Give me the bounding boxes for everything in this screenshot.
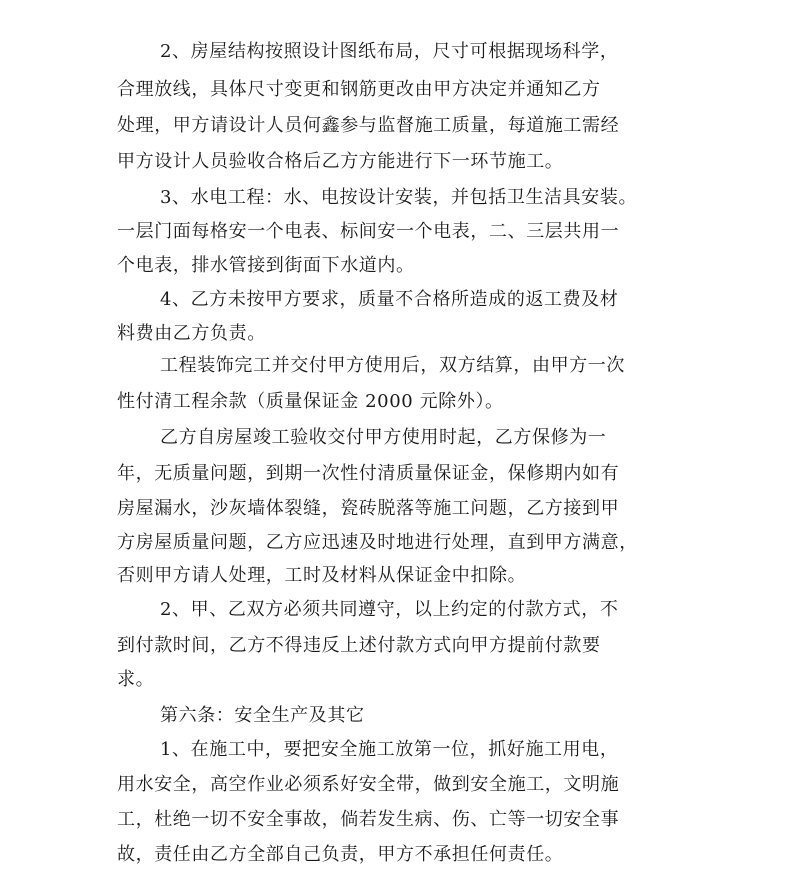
paragraph-line: 一层门面每格安一个电表、标间安一个电表，二、三层共用一 [117,221,620,242]
paragraph-line: 用水安全，高空作业必须系好安全带，做到安全施工，文明施 [117,774,620,795]
paragraph-line: 否则甲方请人处理，工时及材料从保证金中扣除。 [117,565,527,586]
paragraph-line: 年，无质量问题，到期一次性付清质量保证金，保修期内如有 [117,463,620,484]
section-heading: 第六条：安全生产及其它 [160,705,365,726]
paragraph-line: 处理，甲方请设计人员何鑫参与监督施工质量，每道施工需经 [117,115,620,136]
paragraph-line: 2、甲、乙双方必须共同遵守，以上约定的付款方式，不 [160,599,619,620]
paragraph-line: 4、乙方未按甲方要求，质量不合格所造成的返工费及材 [160,289,619,310]
paragraph-line: 求。 [117,669,155,690]
paragraph-line: 3、水电工程：水、电按设计安装，并包括卫生洁具安装。 [160,187,638,208]
paragraph-line: 到付款时间，乙方不得违反上述付款方式向甲方提前付款要 [117,635,601,656]
paragraph-line: 工程装饰完工并交付甲方使用后，双方结算，由甲方一次 [160,355,625,376]
paragraph-line: 甲方设计人员验收合格后乙方方能进行下一环节施工。 [117,151,564,172]
paragraph-line: 房屋漏水，沙灰墙体裂缝，瓷砖脱落等施工问题，乙方接到甲 [117,498,620,519]
paragraph-line: 2、房屋结构按照设计图纸布局，尺寸可根据现场科学， [160,41,619,62]
paragraph-line: 故，责任由乙方全部自己负责，甲方不承担任何责任。 [117,844,564,865]
paragraph-line: 料费由乙方负责。 [117,323,266,344]
paragraph-line: 性付清工程余款（质量保证金 2000 元除外）。 [117,391,504,412]
paragraph-line: 乙方自房屋竣工验收交付甲方使用时起，乙方保修为一 [160,427,607,448]
paragraph-line: 工，杜绝一切不安全事故，倘若发生病、伤、亡等一切安全事 [117,809,620,830]
paragraph-line: 1、在施工中，要把安全施工放第一位，抓好施工用电， [160,739,619,760]
paragraph-line: 方房屋质量问题，乙方应迅速及时地进行处理，直到甲方满意， [117,532,638,553]
paragraph-line: 合理放线，具体尺寸变更和钢筋更改由甲方决定并通知乙方 [117,79,601,100]
paragraph-line: 个电表，排水管接到街面下水道内。 [117,255,415,276]
